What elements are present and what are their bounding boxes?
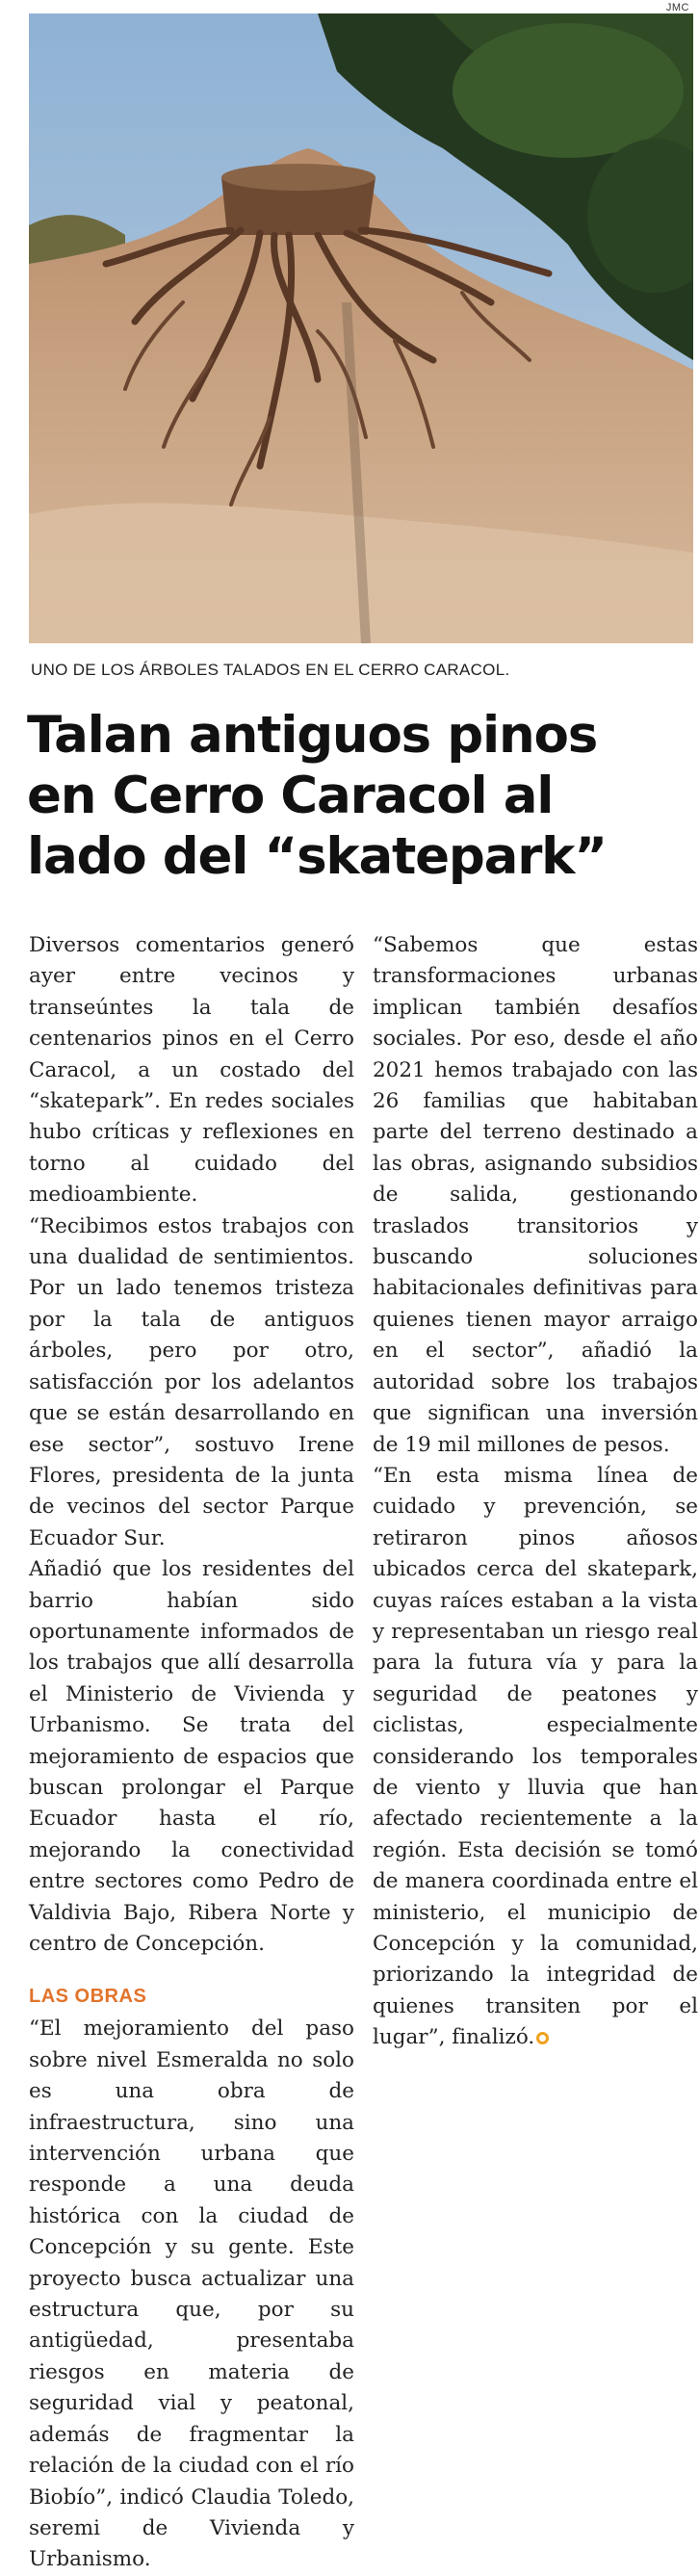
paragraph: “Sabemos que estas transformaciones urbanas implican también desafíos sociales. Por eso, desde el año 2021 hemos trabajado con las 26 familias que habitaban parte del terreno destinado a las obras, asignando subsidios de salida, gestionando traslados transitorios y buscando soluciones habitacionales definitivas para quienes tienen mayor arraigo en el sector”, añadió la autoridad sobre los trabajos que significan una inversión de 19 mil millones de pesos. [373, 933, 698, 1457]
section-subhead: LAS OBRAS [29, 1986, 147, 2008]
article-column-left [29, 930, 354, 2576]
paragraph: “Recibimos estos trabajos con una dualidad de sentimientos. Por un lado tenemos tristeza por la tala de antiguos árboles, pero por otro, satisfacción por los adelantos que se están desarrollando en ese sector”, sostuvo Irene Flores, presidenta de la junta de vecinos del sector Parque Ecuador Sur. [29, 1213, 354, 1550]
photo-credit: JMC [665, 2, 689, 13]
photo-caption: UNO DE LOS ÁRBOLES TALADOS EN EL CERRO CARACOL. [31, 661, 510, 679]
paragraph: Añadió que los residentes del barrio habían sido oportunamente informados de los trabajos que allí desarrolla el Ministerio de Vivienda y Urbanismo. Se trata del mejoramiento de espacios que buscan prolongar el Parque Ecuador hasta el río, mejorando la conectividad entre sectores como Pedro de Valdivia Bajo, Ribera Norte y centro de Concepción. [29, 1557, 354, 1956]
headline-line: lado del “skatepark” [27, 827, 607, 886]
tree-stump-photo [29, 13, 693, 643]
end-of-article-icon [536, 2032, 549, 2044]
article-column-right [373, 930, 698, 2054]
headline-line: Talan antiguos pinos [27, 706, 598, 765]
paragraph: Diversos comentarios generó ayer entre vecinos y transeúntes la tala de centenarios pinos en el Cerro Caracol, a un costado del “skatepark”. En redes sociales hubo críticas y reflexiones en torno al cuidado del medioambiente. [29, 933, 354, 1208]
headline-line: en Cerro Caracol al [27, 767, 554, 825]
article-photo [29, 13, 693, 643]
closing-paragraph-text: “En esta misma línea de cuidado y prevención, se retiraron pinos añosos ubicados cerca del skatepark, cuyas raíces estaban a la vista y representaban un riesgo real para la futura vía y para la seguridad de peatones y ciclistas, especialmente considerando los temporales de viento y lluvia que han afectado recientemente a la región. Esta decisión se tomó de manera coordinada entre el ministerio, el municipio de Concepción y la comunidad, priorizando la integridad de quienes transiten por el lugar”, finalizó. [373, 1463, 698, 2050]
paragraph [373, 1461, 698, 2054]
paragraph: “El mejoramiento del paso sobre nivel Esmeralda no solo es una obra de infraestructura, sino una intervención urbana que responde a una deuda histórica con la ciudad de Concepción y su gente. Este proyecto busca actualizar una estructura que, por su antigüedad, presentaba riesgos en materia de seguridad vial y peatonal, además de fragmentar la relación de la ciudad con el río Biobío”, indicó Claudia Toledo, seremi de Vivienda y Urbanismo. [29, 2017, 354, 2572]
article-headline [27, 705, 682, 887]
